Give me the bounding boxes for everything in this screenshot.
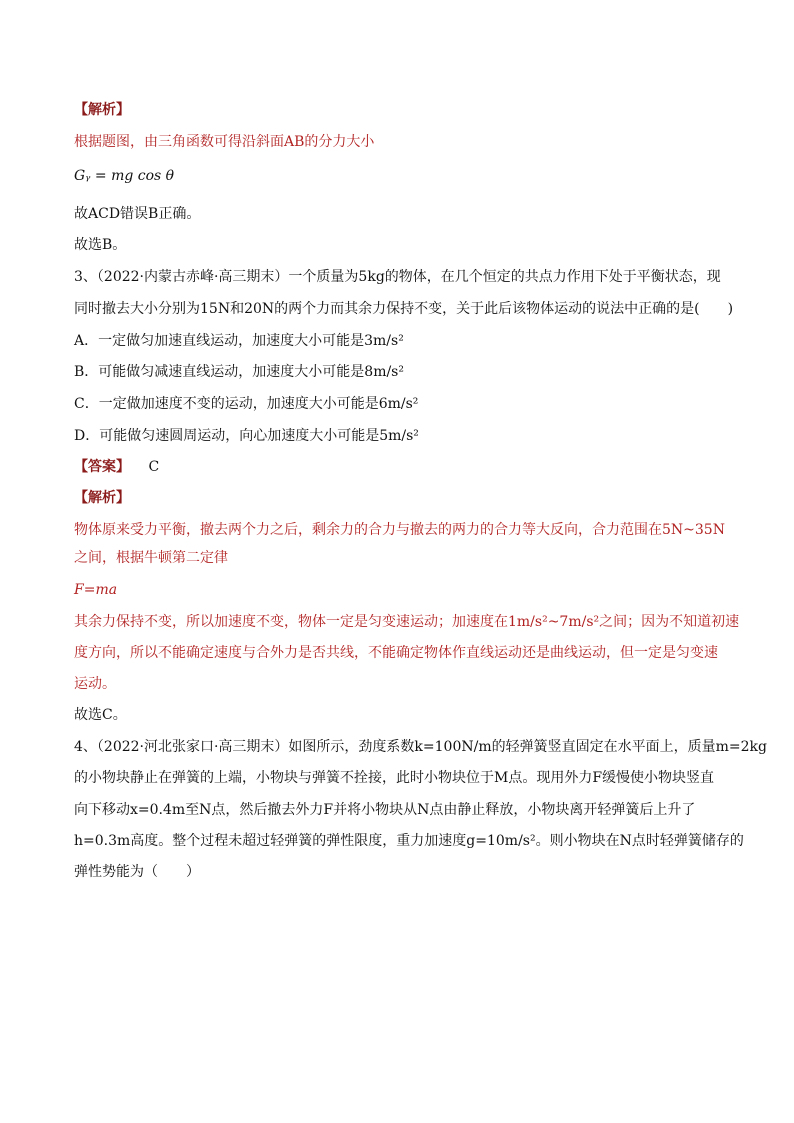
q3-analysis-formula: F=ma: [74, 582, 118, 598]
q3-option-c: C．一定做加速度不变的运动，加速度大小可能是6m/s²: [74, 396, 419, 412]
choose-b: 故选B。: [74, 237, 127, 253]
q4-line-4: h=0.3m高度。整个过程未超过轻弹簧的弹性限度，重力加速度g=10m/s²。则小物块在N点时轻弹簧储存的: [74, 833, 744, 849]
q3-option-a: A．一定做匀加速直线运动，加速度大小可能是3m/s²: [74, 333, 404, 349]
analysis-heading-1: 【解析】: [74, 102, 130, 118]
conclusion-text: 故ACD错误B正确。: [74, 206, 201, 222]
q3-stem-line-2: 同时撤去大小分别为15N和20N的两个力而其余力保持不变，关于此后该物体运动的说法中正确的是( ): [74, 301, 734, 317]
q3-analysis-line-3: 其余力保持不变，所以加速度不变，物体一定是匀变速运动；加速度在1m/s²~7m/s²之间；因为不知道初速: [74, 614, 740, 630]
q3-stem-line-1: 3、（2022·内蒙古赤峰·高三期末）一个质量为5kg的物体，在几个恒定的共点力作用下处于平衡状态，现: [74, 269, 721, 285]
q3-option-b: B．可能做匀减速直线运动，加速度大小可能是8m/s²: [74, 364, 404, 380]
q3-analysis-line-1: 物体原来受力平衡，撤去两个力之后，剩余力的合力与撤去的两力的合力等大反向，合力范围在5N~35N: [74, 522, 725, 538]
q4-line-3: 向下移动x=0.4m至N点，然后撤去外力F并将小物块从N点由静止释放，小物块离开轻弹簧后上升了: [74, 802, 696, 818]
q3-analysis-line-2: 之间，根据牛顿第二定律: [74, 550, 228, 566]
choose-c: 故选C。: [74, 707, 127, 723]
formula-gy: Gᵧ = mg cos θ: [74, 168, 175, 184]
analysis-heading-2: 【解析】: [74, 490, 130, 506]
answer-label: 【答案】: [74, 459, 130, 475]
q3-option-d: D．可能做匀速圆周运动，向心加速度大小可能是5m/s²: [74, 428, 419, 444]
analysis-text-1: 根据题图，由三角函数可得沿斜面AB的分力大小: [74, 134, 375, 150]
q3-analysis-line-5: 运动。: [74, 676, 116, 692]
q4-line-5: 弹性势能为（ ）: [74, 864, 200, 880]
q3-analysis-line-4: 度方向，所以不能确定速度与合外力是否共线，不能确定物体作直线运动还是曲线运动，但一定是匀变速: [74, 645, 718, 661]
q4-line-2: 的小物块静止在弹簧的上端，小物块与弹簧不拴接，此时小物块位于M点。现用外力F缓慢使小物块竖直: [74, 770, 715, 786]
q3-answer: [74, 457, 724, 477]
q4-line-1: 4、（2022·河北张家口·高三期末）如图所示，劲度系数k=100N/m的轻弹簧竖直固定在水平面上，质量m=2kg: [74, 739, 767, 755]
answer-value: C: [148, 459, 160, 475]
